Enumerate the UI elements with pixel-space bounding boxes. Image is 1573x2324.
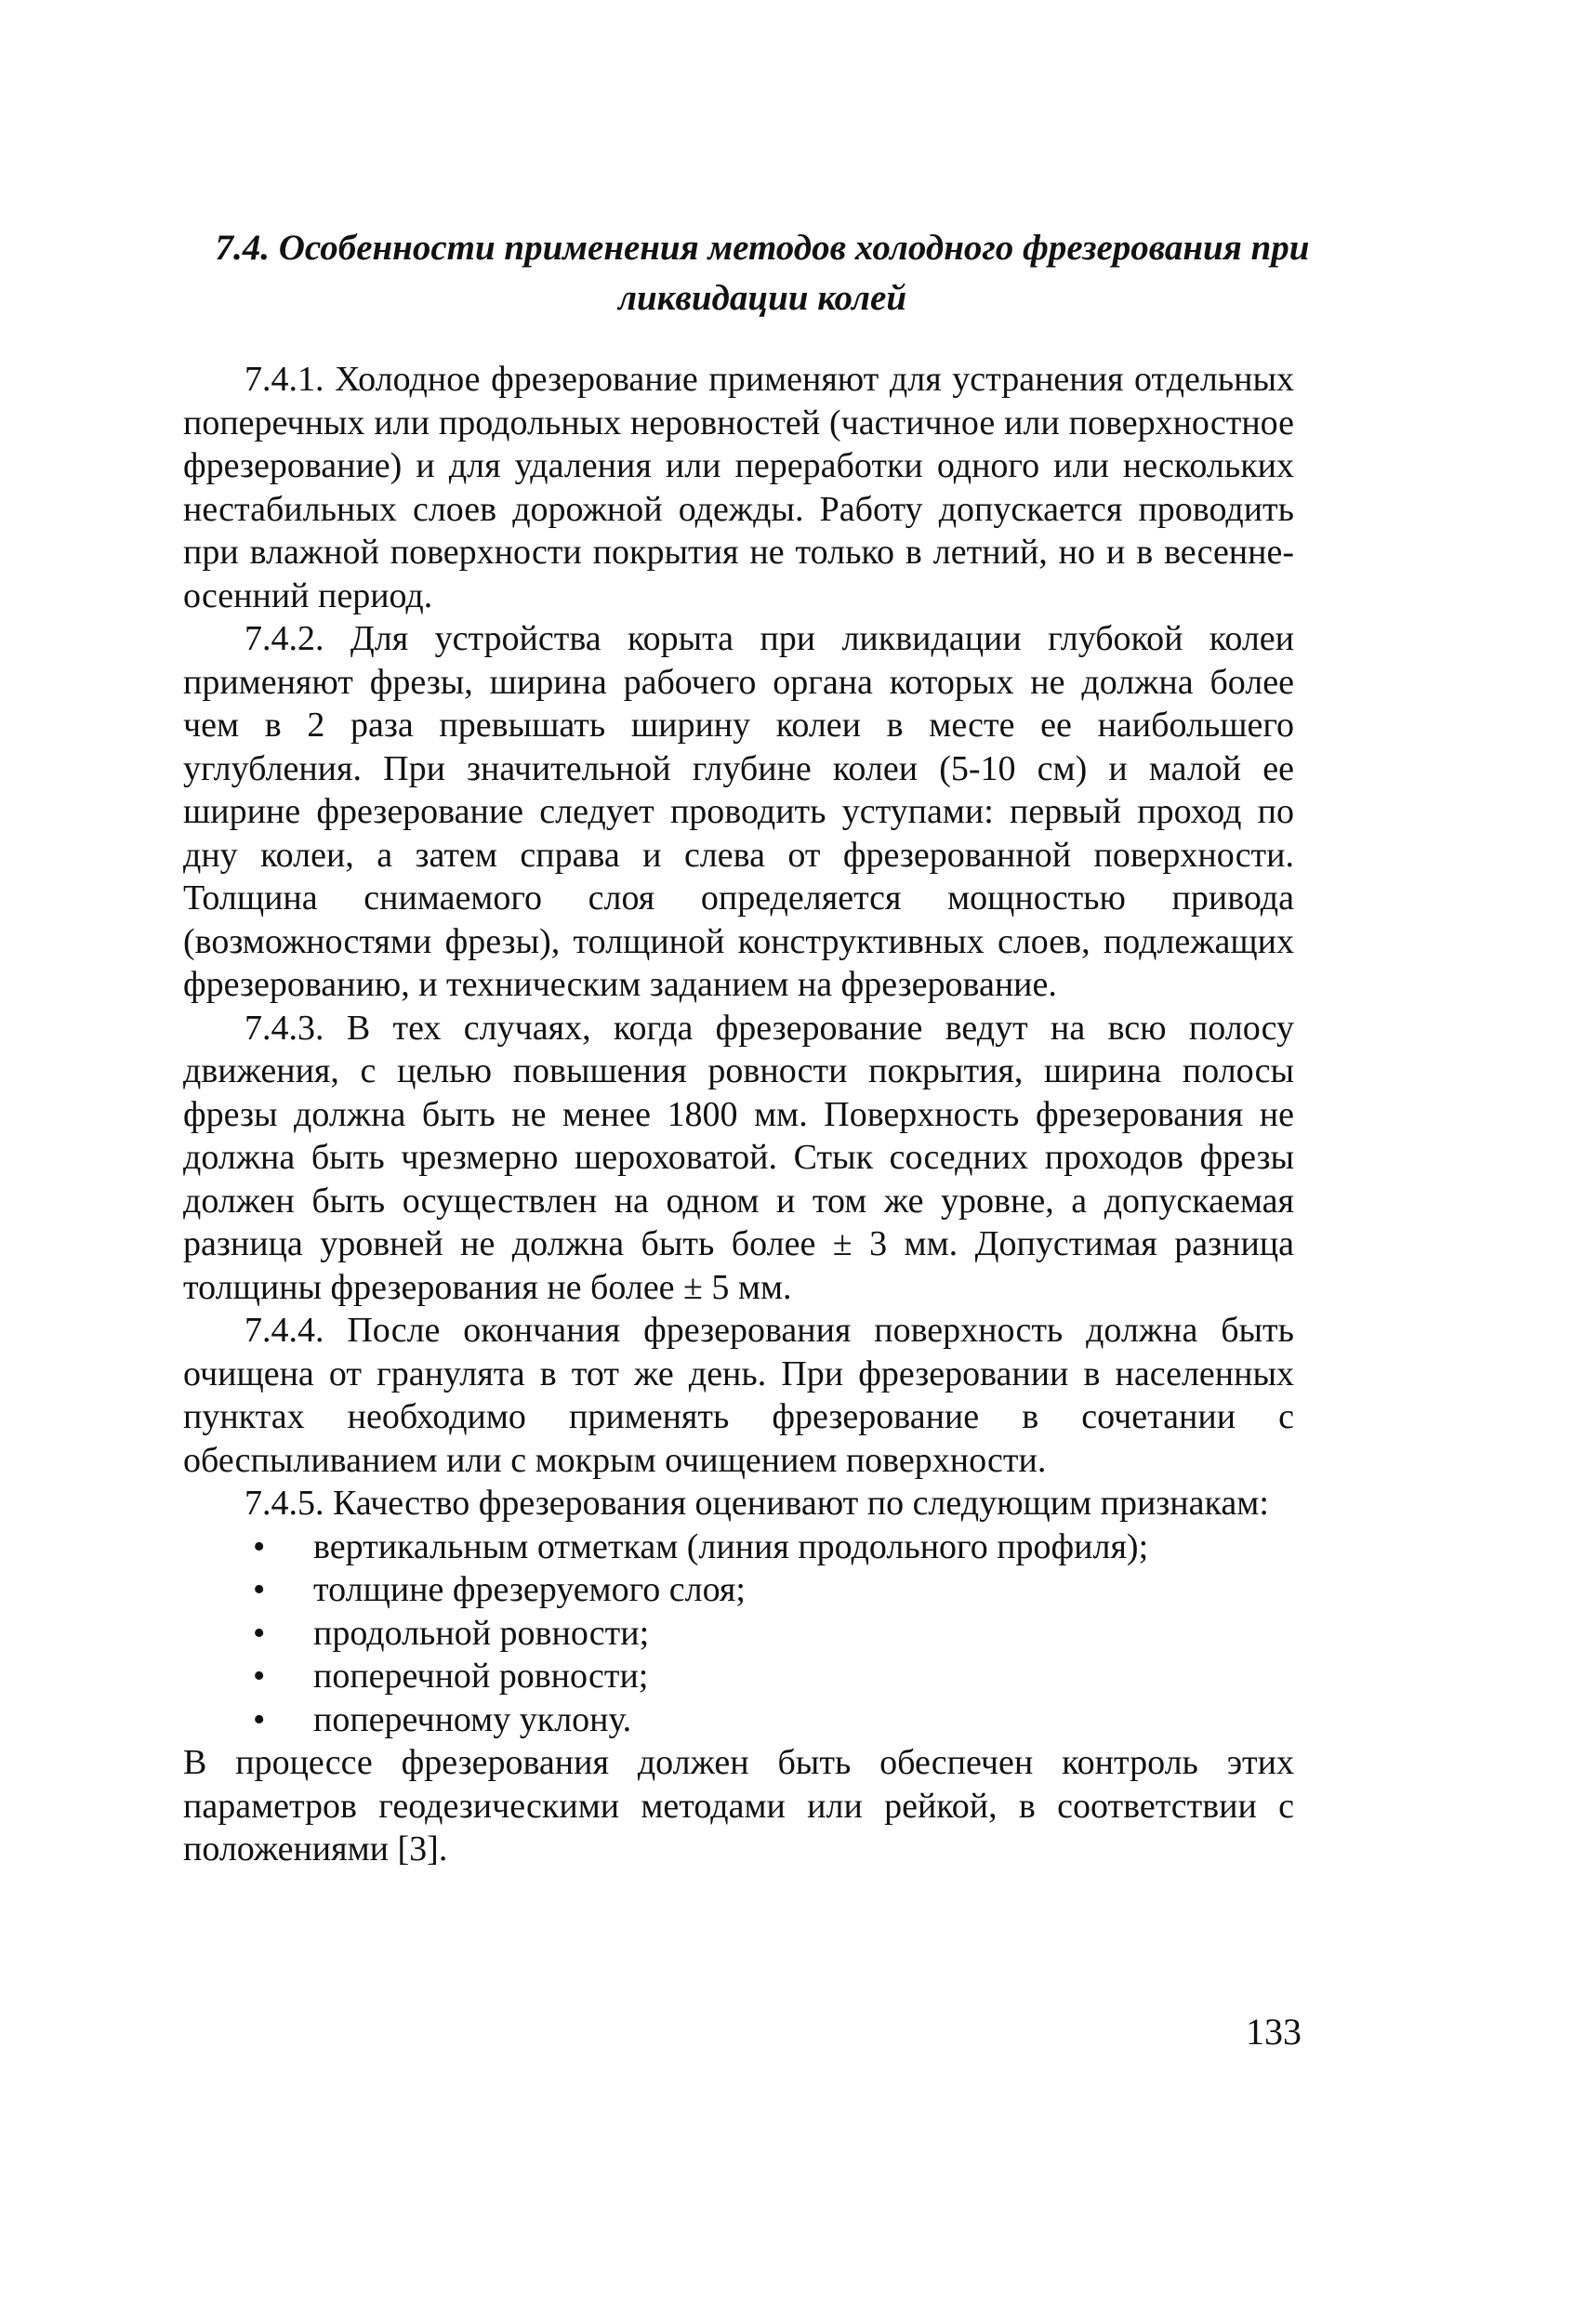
section-heading-line-1: 7.4. Особенности применения методов холодного фрезерования при: [215, 228, 1310, 268]
body-text: [183, 358, 1294, 1871]
list-item-text: толщине фрезеруемого слоя;: [313, 1570, 746, 1609]
section-heading-line-2: ликвидации колей: [617, 278, 907, 318]
list-item-text: поперечной ровности;: [313, 1657, 649, 1696]
list-item: [183, 1655, 1294, 1698]
bullet-icon: •: [253, 1570, 266, 1609]
page-number: 133: [1246, 2011, 1302, 2053]
bullet-icon: •: [253, 1699, 266, 1739]
bullet-icon: •: [253, 1613, 266, 1653]
list-item: [183, 1568, 1294, 1612]
list-item-text: вертикальным отметкам (линия продольного профиля);: [313, 1526, 1149, 1566]
list-item: [183, 1698, 1294, 1742]
list-item: [183, 1525, 1294, 1569]
bullet-icon: •: [253, 1657, 266, 1696]
bullet-icon: •: [253, 1526, 266, 1566]
list-item: [183, 1612, 1294, 1656]
paragraph-7-4-1: 7.4.1. Холодное фрезерование применяют для устранения отдельных поперечных или продольных неровностей (частичное или поверхностное фрезерование) и для удаления или переработки одного или нескольких нестабильных слоев дорожной одежды. Работу допускается проводить при влажной поверхности покрытия не только в летний, но и в весенне-осенний период.: [183, 360, 1294, 615]
paragraph-7-4-4: 7.4.4. После окончания фрезерования поверхность должна быть очищена от гранулята в тот же день. При фрезеровании в населенных пунктах необходимо применять фрезерование в сочетании с обеспыливанием или с мокрым очищением поверхности.: [183, 1311, 1294, 1480]
list-item-text: продольной ровности;: [313, 1613, 650, 1653]
criteria-list: [183, 1525, 1294, 1742]
list-item-text: поперечному уклону.: [313, 1699, 632, 1739]
paragraph-7-4-2: 7.4.2. Для устройства корыта при ликвидации глубокой колеи применяют фрезы, ширина рабочего органа которых не должна более чем в 2 раза превышать ширину колеи в месте ее наибольшего углубления. При значительной глубине колеи (5-10 см) и малой ее ширине фрезерование следует проводить уступами: первый проход по дну колеи, а затем справа и слева от фрезерованной поверхности. Толщина снимаемого слоя определяется мощностью привода (возможностями фрезы), толщиной конструктивных слоев, подлежащих фрезерованию, и техническим заданием на фрезерование.: [183, 619, 1294, 1004]
paragraph-7-4-3: 7.4.3. В тех случаях, когда фрезерование ведут на всю полосу движения, с целью повышения ровности покрытия, ширина полосы фрезы должна быть не менее 1800 мм. Поверхность фрезерования не должна быть чрезмерно шероховатой. Стык соседних проходов фрезы должен быть осуществлен на одном и том же уровне, а допускаемая разница уровней не должна быть более ± 3 мм. Допустимая разница толщины фрезерования не более ± 5 мм.: [183, 1008, 1294, 1307]
paragraph-7-4-5: 7.4.5. Качество фрезерования оценивают по следующим признакам:: [245, 1484, 1269, 1523]
closing-paragraph: В процессе фрезерования должен быть обеспечен контроль этих параметров геодезическими методами или рейкой, в соответствии с положениями [3].: [183, 1743, 1294, 1868]
section-heading: [214, 223, 1311, 324]
